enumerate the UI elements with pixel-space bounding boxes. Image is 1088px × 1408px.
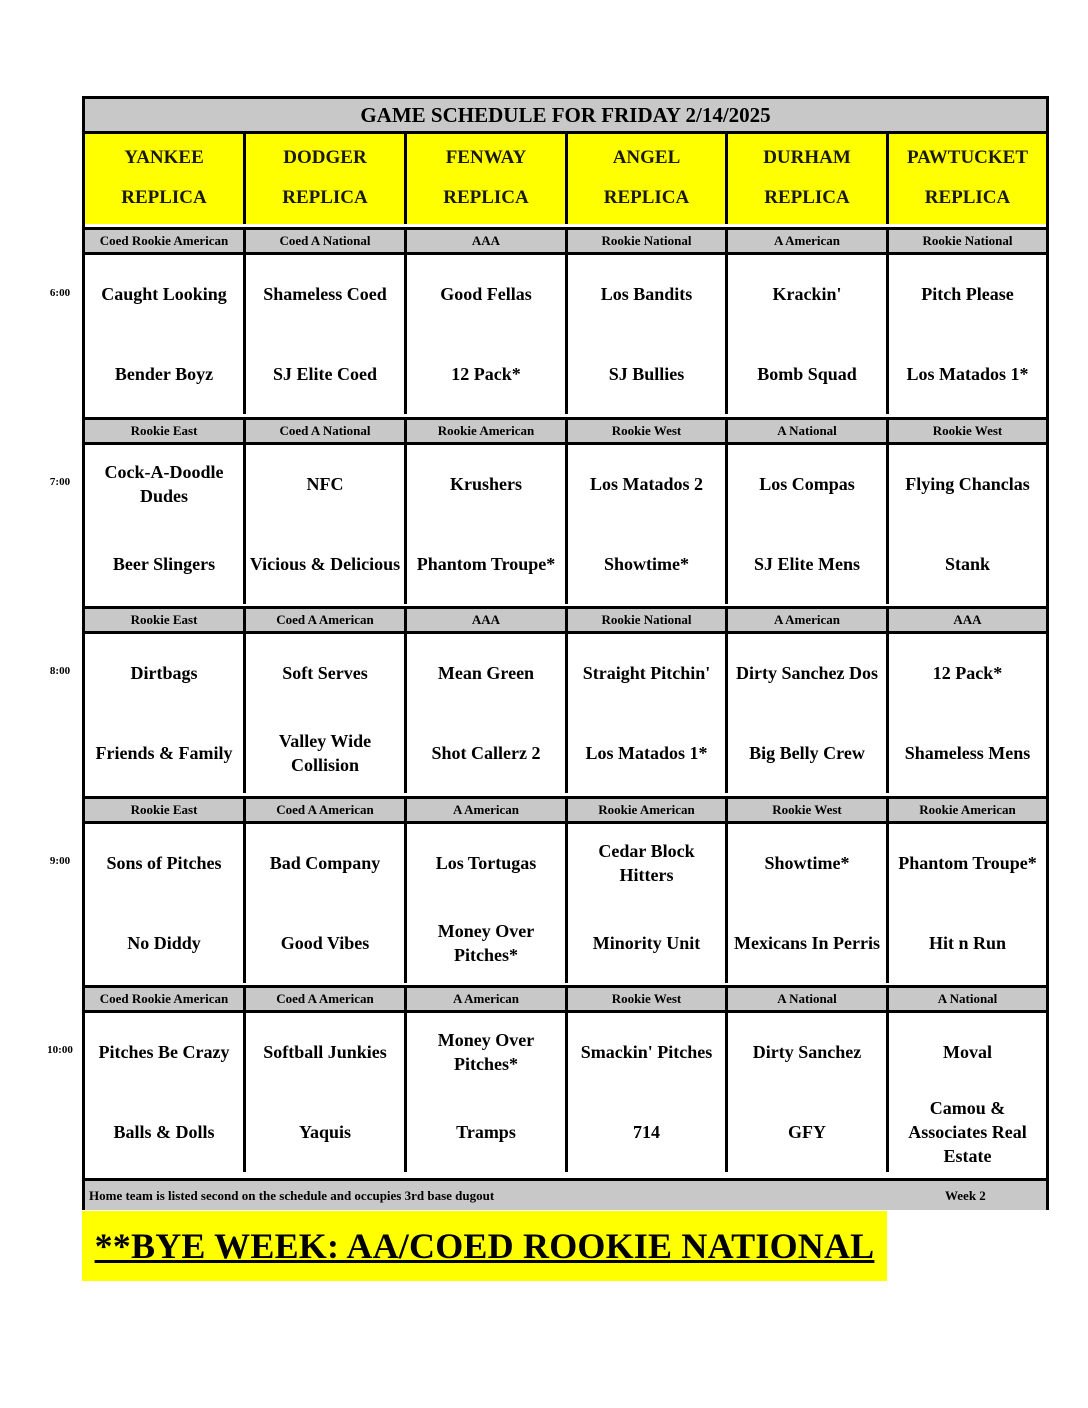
league-label: Rookie American	[919, 802, 1016, 817]
home-team: Yaquis	[298, 1121, 352, 1142]
away-team: Good Fellas	[440, 283, 532, 304]
game-cell	[889, 252, 1046, 414]
away-team: Los Bandits	[600, 283, 693, 304]
away-team: Phantom Troupe*	[898, 852, 1037, 873]
home-team: Shameless Mens	[904, 742, 1031, 763]
game-row	[85, 1010, 1046, 1172]
league-label: Coed Rookie American	[85, 988, 246, 1010]
away-team: Caught Looking	[101, 283, 227, 304]
game-row	[85, 821, 1046, 983]
game-row	[85, 442, 1046, 604]
league-label: Rookie National	[568, 609, 728, 631]
game-cell	[246, 821, 407, 983]
field-header	[246, 134, 407, 224]
away-team: 12 Pack*	[932, 662, 1003, 683]
league-label: Coed A National	[246, 420, 407, 442]
time-label: 7:00	[49, 476, 71, 488]
league-label: Coed A National	[246, 230, 407, 252]
league-label: Coed Rookie American	[85, 230, 246, 252]
league-label: Rookie American	[407, 420, 568, 442]
home-team: Mexicans In Perris	[734, 932, 880, 953]
game-cell	[85, 821, 246, 983]
game-cell	[568, 442, 728, 604]
field-header-row	[85, 134, 1046, 224]
league-label: Rookie National	[922, 233, 1013, 248]
game-cell	[246, 631, 407, 793]
league-label: Coed A American	[246, 609, 407, 631]
away-team: Shameless Coed	[263, 283, 387, 304]
home-team: Showtime*	[604, 553, 689, 574]
home-team: Phantom Troupe*	[416, 553, 556, 574]
field-header	[889, 134, 1046, 224]
league-label: A American	[407, 799, 568, 821]
away-team: NFC	[306, 473, 344, 494]
away-team: Krackin'	[772, 283, 842, 304]
schedule-table	[82, 96, 1049, 1210]
game-cell	[407, 442, 568, 604]
league-label: A American	[407, 988, 568, 1010]
field-name: YANKEE	[124, 147, 204, 168]
away-team: Moval	[943, 1041, 992, 1062]
game-cell	[407, 821, 568, 983]
field-header	[85, 134, 246, 224]
home-team: Beer Slingers	[112, 553, 216, 574]
home-team: Vicious & Delicious	[249, 553, 401, 574]
away-team: Sons of Pitches	[106, 852, 222, 873]
league-row	[85, 796, 1046, 824]
away-team: Soft Serves	[282, 662, 368, 683]
home-team: Big Belly Crew	[749, 742, 865, 763]
field-name: DURHAM	[763, 147, 851, 168]
time-label: 9:00	[49, 855, 71, 867]
bye-week-text: **BYE WEEK: AA/COED ROOKIE NATIONAL	[94, 1226, 875, 1266]
home-team: Hit n Run	[928, 932, 1007, 953]
league-label: A American	[728, 609, 889, 631]
away-team: Mean Green	[437, 662, 535, 683]
home-team: Bomb Squad	[757, 363, 857, 384]
game-cell	[85, 1010, 246, 1172]
away-team: Krushers	[450, 473, 522, 494]
league-label: Rookie West	[568, 420, 728, 442]
field-sub: REPLICA	[603, 187, 690, 208]
league-label: Coed A American	[246, 988, 407, 1010]
home-team: Valley Wide Collision	[278, 730, 372, 775]
home-team: Shot Callerz 2	[431, 742, 541, 763]
field-name: ANGEL	[612, 147, 681, 168]
away-team: Showtime*	[764, 852, 850, 873]
game-cell	[568, 252, 728, 414]
game-cell	[889, 631, 1046, 793]
field-sub: REPLICA	[764, 187, 850, 208]
time-label: 6:00	[49, 287, 71, 299]
league-label: Rookie East	[85, 420, 246, 442]
league-label: Rookie West	[932, 423, 1003, 438]
field-sub: REPLICA	[121, 187, 207, 208]
game-cell	[889, 1010, 1046, 1172]
home-team: Los Matados 1*	[906, 363, 1029, 384]
field-name: DODGER	[283, 147, 367, 168]
away-team: Straight Pitchin'	[582, 662, 711, 683]
league-label: A American	[728, 230, 889, 252]
away-team: Cedar Block Hitters	[598, 840, 695, 885]
game-cell	[728, 821, 889, 983]
home-team: Money Over Pitches*	[437, 920, 535, 965]
league-label: A National	[728, 988, 889, 1010]
league-label: Rookie American	[568, 799, 728, 821]
game-cell	[407, 631, 568, 793]
field-sub: REPLICA	[443, 187, 529, 208]
game-cell	[728, 442, 889, 604]
home-team: No Diddy	[127, 932, 201, 953]
away-team: Pitch Please	[921, 283, 1014, 304]
game-cell	[568, 821, 728, 983]
away-team: Dirtbags	[130, 662, 198, 683]
field-sub: REPLICA	[282, 187, 368, 208]
home-team: Tramps	[456, 1121, 516, 1142]
game-cell	[85, 631, 246, 793]
away-team: Dirty Sanchez	[752, 1041, 862, 1062]
game-cell	[568, 631, 728, 793]
game-cell	[728, 1010, 889, 1172]
home-team: Balls & Dolls	[113, 1121, 215, 1142]
game-row	[85, 631, 1046, 793]
field-header	[568, 134, 728, 224]
field-header	[407, 134, 568, 224]
game-cell	[407, 252, 568, 414]
home-team: GFY	[788, 1121, 826, 1142]
game-cell	[728, 252, 889, 414]
away-team: Los Matados 2	[589, 473, 703, 494]
week-label: Week 2	[945, 1187, 986, 1203]
away-team: Softball Junkies	[263, 1041, 387, 1062]
game-cell	[246, 442, 407, 604]
game-cell	[568, 1010, 728, 1172]
home-team: Bender Boyz	[114, 363, 214, 384]
league-label: A National	[728, 420, 889, 442]
game-cell	[407, 1010, 568, 1172]
time-label: 10:00	[47, 1044, 73, 1056]
home-team: SJ Bullies	[608, 363, 685, 384]
home-team: Los Matados 1*	[585, 742, 708, 763]
home-team: 714	[633, 1121, 660, 1142]
away-team: Flying Chanclas	[905, 473, 1030, 494]
schedule-footer	[85, 1178, 1046, 1210]
league-label: Rookie West	[568, 988, 728, 1010]
game-cell	[889, 442, 1046, 604]
home-team: Camou & Associates Real Estate	[908, 1097, 1027, 1166]
game-cell	[728, 631, 889, 793]
game-cell	[246, 1010, 407, 1172]
league-label: AAA	[407, 230, 568, 252]
away-team: Cock-A-Doodle Dudes	[104, 461, 224, 506]
home-team-note: Home team is listed second on the schedule and occupies 3rd base dugout	[89, 1187, 495, 1203]
game-cell	[246, 252, 407, 414]
away-team: Smackin' Pitches	[580, 1041, 713, 1062]
home-team: SJ Elite Coed	[272, 363, 377, 384]
league-row	[85, 417, 1046, 445]
league-label: Rookie National	[568, 230, 728, 252]
game-cell	[85, 442, 246, 604]
league-row	[85, 227, 1046, 255]
game-cell	[85, 252, 246, 414]
schedule-title: GAME SCHEDULE FOR FRIDAY 2/14/2025	[85, 99, 1046, 134]
bye-week-banner	[82, 1211, 887, 1281]
home-team: 12 Pack*	[451, 363, 521, 384]
away-team: Dirty Sanchez Dos	[736, 662, 878, 683]
league-label: Rookie West	[728, 799, 889, 821]
home-team: Minority Unit	[592, 932, 701, 953]
league-row	[85, 985, 1046, 1013]
time-label: 8:00	[49, 665, 71, 677]
league-label: A National	[937, 991, 998, 1006]
game-cell	[889, 821, 1046, 983]
home-team: Friends & Family	[95, 742, 233, 763]
away-team: Pitches Be Crazy	[98, 1041, 230, 1062]
league-label: AAA	[407, 609, 568, 631]
game-row	[85, 252, 1046, 414]
home-team: SJ Elite Mens	[754, 553, 860, 574]
home-team: Stank	[944, 553, 991, 574]
field-sub: REPLICA	[924, 187, 1011, 208]
league-label: Rookie East	[85, 609, 246, 631]
league-label: Rookie East	[85, 799, 246, 821]
away-team: Los Tortugas	[435, 852, 537, 873]
field-name: FENWAY	[445, 147, 527, 168]
league-label: AAA	[953, 612, 982, 627]
field-header	[728, 134, 889, 224]
league-label: Coed A American	[246, 799, 407, 821]
field-name: PAWTUCKET	[906, 147, 1029, 168]
home-team: Good Vibes	[280, 932, 370, 953]
away-team: Money Over Pitches*	[437, 1029, 535, 1074]
league-row	[85, 606, 1046, 634]
away-team: Bad Company	[269, 852, 381, 873]
away-team: Los Compas	[759, 473, 855, 494]
